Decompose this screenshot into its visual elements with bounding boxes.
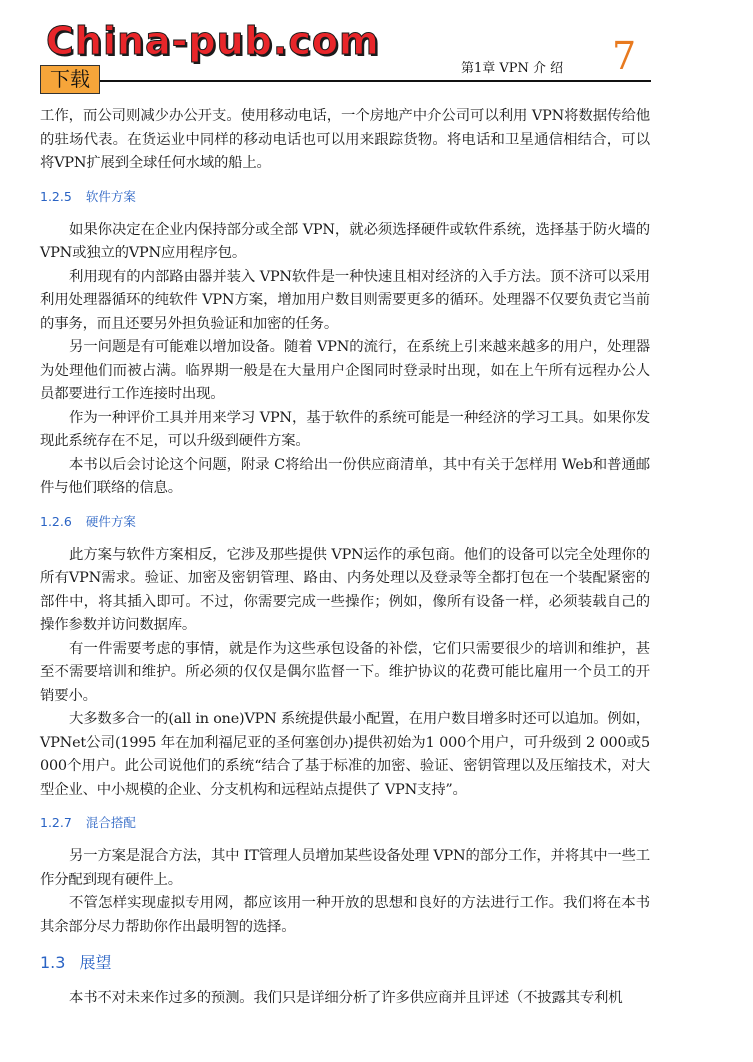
section-number: 1.2.7 [40,815,72,830]
header-rule [100,80,651,82]
paragraph: 如果你决定在企业内保持部分或全部 VPN，就必须选择硬件或软件系统，选择基于防火墙的VPN或独立的VPN应用程序包。 [40,221,650,261]
paragraph: 本书以后会讨论这个问题，附录 C将给出一份供应商清单，其中有关于怎样用 Web和普通邮件与他们联络的信息。 [40,456,650,496]
paragraph: 大多数多合一的(all in one)VPN 系统提供最小配置，在用户数目增多时还可以追加。例如，VPNet公司(1995 年在加利福尼亚的圣何塞创办)提供初始为1 000个用户，可升级到 2 000或5 000个用户。此公司说他们的系统“结合了基于标准的加密、验证、密钥管理以及压缩技术，对大型企业、中小规模的企业、分支机构和远程站点提供了 VPN支持”。 [40,711,650,798]
section-number: 1.3 [40,953,66,972]
page-body [40,105,650,1011]
section-number: 1.2.6 [40,513,72,529]
paragraph: 另一方案是混合方法，其中 IT管理人员增加某些设备处理 VPN的部分工作，并将其中一些工作分配到现有硬件上。 [40,848,650,888]
page-number: 7 [612,34,637,78]
section-heading-1-2-7 [40,813,650,833]
section-heading-1-2-6 [40,512,650,532]
running-head: 第1章 VPN 介 绍 [461,61,564,76]
section-title: 展望 [79,953,112,972]
paragraph: 不管怎样实现虚拟专用网，都应该用一种开放的思想和良好的方法进行工作。我们将在本书其余部分尽力帮助你作出最明智的选择。 [40,895,650,935]
section-title: 混合搭配 [85,815,136,830]
download-badge: 下载 [40,65,100,94]
china-pub-logo: China-pub.com [46,19,380,63]
paragraph: 另一问题是有可能难以增加设备。随着 VPN的流行，在系统上引来越来越多的用户，处理器为处理他们而被占满。临界期一般是在大量用户企图同时登录时出现，如在上午所有远程办公人员都要进行工作连接时出现。 [40,339,650,402]
paragraph: 工作，而公司则减少办公开支。使用移动电话，一个房地产中介公司可以利用 VPN将数据传给他的驻场代表。在货运业中同样的移动电话也可以用来跟踪货物。将电话和卫星通信相结合，可以将VPN扩展到全球任何水域的船上。 [40,108,650,171]
section-title: 硬件方案 [85,513,136,529]
paragraph: 本书不对未来作过多的预测。我们只是详细分析了许多供应商并且评述（不披露其专利机 [69,990,623,1006]
paragraph: 有一件需要考虑的事情，就是作为这些承包设备的补偿，它们只需要很少的培训和维护，甚至不需要培训和维护。所必须的仅仅是偶尔监督一下。维护协议的花费可能比雇用一个员工的开销要小。 [40,640,650,704]
paragraph: 利用现有的内部路由器并装入 VPN软件是一种快速且相对经济的入手方法。顶不济可以采用利用处理器循环的纯软件 VPN方案，增加用户数目则需要更多的循环。处理器不仅要负责它当前的事务，而且还要另外担负验证和加密的任务。 [40,268,650,332]
section-title: 软件方案 [85,188,136,204]
section-number: 1.2.5 [40,188,72,204]
paragraph: 作为一种评价工具并用来学习 VPN，基于软件的系统可能是一种经济的学习工具。如果你发现此系统存在不足，可以升级到硬件方案。 [40,409,650,449]
section-heading-1-3 [40,950,650,976]
paragraph: 此方案与软件方案相反，它涉及那些提供 VPN运作的承包商。他们的设备可以完全处理你的所有VPN需求。验证、加密及密钥管理、路由、内务处理以及登录等全都打包在一个装配紧密的部件中，将其插入即可。不过，你需要完成一些操作；例如，像所有设备一样，必须装载自己的操作参数并访问数据库。 [40,546,650,633]
section-heading-1-2-5 [40,187,650,207]
